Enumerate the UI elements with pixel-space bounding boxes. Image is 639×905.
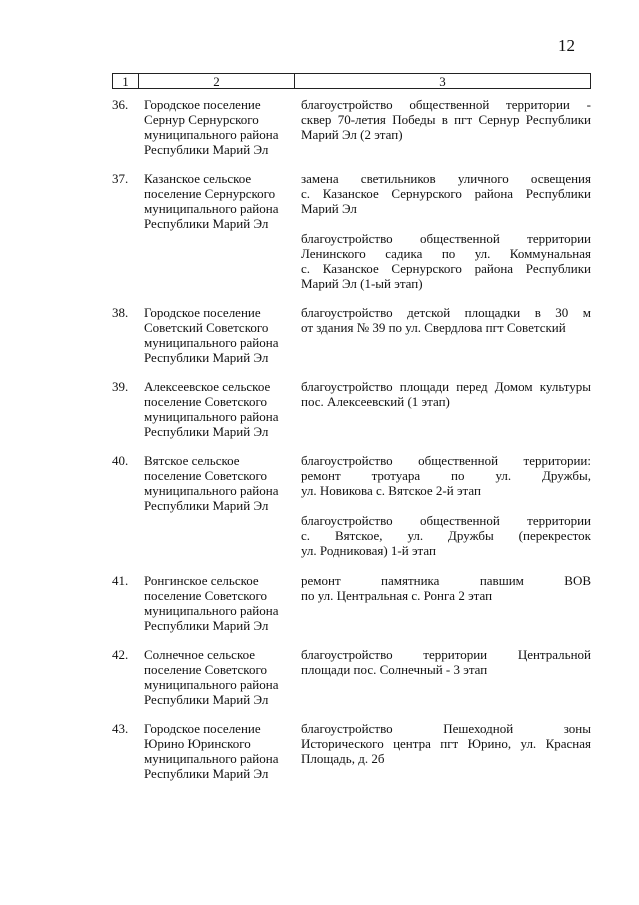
project-line: благоустройство Пешеходной зоны (301, 721, 591, 736)
project-line: от здания № 39 по ул. Свердлова пгт Советский (301, 320, 566, 335)
row-number: 36. (112, 97, 129, 112)
row-number: 38. (112, 305, 129, 320)
municipality-line: Республики Марий Эл (144, 216, 269, 231)
project-item (301, 453, 591, 498)
municipality-line: муниципального района (144, 409, 279, 424)
row-number: 40. (112, 453, 129, 468)
header-col-2: 2 (139, 74, 295, 88)
municipality-line: Вятское сельское (144, 453, 240, 468)
municipality-line: муниципального района (144, 483, 279, 498)
municipality-name (144, 721, 294, 781)
municipality-line: Республики Марий Эл (144, 350, 269, 365)
municipality-line: Республики Марий Эл (144, 692, 269, 707)
municipality-line: Республики Марий Эл (144, 424, 269, 439)
project-line: благоустройство площади перед Домом культуры (301, 379, 591, 394)
project-line: по ул. Центральная с. Ронга 2 этап (301, 588, 493, 603)
project-description (301, 97, 591, 142)
municipality-line: Республики Марий Эл (144, 618, 269, 633)
municipality-line: муниципального района (144, 677, 279, 692)
project-line: ремонт тротуара по ул. Дружбы, (301, 468, 591, 483)
municipality-name (144, 573, 294, 633)
project-item (301, 305, 591, 335)
project-item (301, 379, 591, 409)
table-header (112, 73, 591, 89)
project-line: Марий Эл (1-ый этап) (301, 276, 423, 291)
project-item (301, 721, 591, 766)
project-line: с. Казанское Сернурского района Республики (301, 261, 591, 276)
row-number: 37. (112, 171, 129, 186)
municipality-line: поселение Советского (144, 588, 267, 603)
municipality-name (144, 647, 294, 707)
project-description (301, 721, 591, 766)
municipality-line: Республики Марий Эл (144, 142, 269, 157)
municipality-name (144, 97, 294, 157)
page-number: 12 (558, 36, 575, 55)
municipality-line: Казанское сельское (144, 171, 252, 186)
municipality-line: Городское поселение (144, 305, 261, 320)
header-col-3: 3 (439, 73, 446, 89)
project-item (301, 647, 591, 677)
row-number: 42. (112, 647, 129, 662)
project-description (301, 305, 591, 335)
municipality-line: поселение Советского (144, 662, 267, 677)
municipality-line: Алексеевское сельское (144, 379, 271, 394)
municipality-line: поселение Советского (144, 394, 267, 409)
municipality-line: Городское поселение (144, 97, 261, 112)
project-description (301, 379, 591, 409)
project-line: ул. Новикова с. Вятское 2-й этап (301, 483, 481, 498)
project-line: благоустройство общественной территории (301, 231, 591, 246)
project-line: благоустройство общественной территории - (301, 97, 591, 112)
project-line: Марий Эл (301, 201, 357, 216)
municipality-name (144, 453, 294, 513)
project-line: Площадь, д. 2б (301, 751, 385, 766)
project-item (301, 573, 591, 603)
project-description (301, 647, 591, 677)
project-line: Исторического центра пгт Юрино, ул. Красная (301, 736, 591, 751)
project-line: ул. Родниковая) 1-й этап (301, 543, 436, 558)
row-number: 41. (112, 573, 129, 588)
municipality-line: муниципального района (144, 751, 279, 766)
municipality-line: Сернур Сернурского (144, 112, 259, 127)
municipality-line: поселение Сернурского (144, 186, 276, 201)
project-description (301, 171, 591, 291)
project-line: благоустройство территории Центральной (301, 647, 591, 662)
project-line: с. Вятское, ул. Дружбы (перекресток (301, 528, 591, 543)
project-item (301, 513, 591, 558)
municipality-line: муниципального района (144, 603, 279, 618)
project-line: благоустройство общественной территории (301, 513, 591, 528)
project-description (301, 573, 591, 603)
project-line: площади пос. Солнечный - 3 этап (301, 662, 488, 677)
project-line: Марий Эл (2 этап) (301, 127, 403, 142)
project-line: сквер 70-летия Победы в пгт Сернур Республики (301, 112, 591, 127)
municipality-line: муниципального района (144, 201, 279, 216)
project-item (301, 171, 591, 216)
project-line: благоустройство общественной территории: (301, 453, 591, 468)
municipality-name (144, 171, 294, 231)
project-line: пос. Алексеевский (1 этап) (301, 394, 450, 409)
municipality-name (144, 379, 294, 439)
project-description (301, 453, 591, 558)
municipality-line: Республики Марий Эл (144, 766, 269, 781)
municipality-line: Республики Марий Эл (144, 498, 269, 513)
row-number: 39. (112, 379, 129, 394)
row-number: 43. (112, 721, 129, 736)
municipality-line: Солнечное сельское (144, 647, 256, 662)
project-line: благоустройство детской площадки в 30 м (301, 305, 591, 320)
municipality-line: Городское поселение (144, 721, 261, 736)
project-line: с. Казанское Сернурского района Республики (301, 186, 591, 201)
project-line: замена светильников уличного освещения (301, 171, 591, 186)
municipality-line: Советский Советского (144, 320, 269, 335)
project-line: ремонт памятника павшим ВОВ (301, 573, 591, 588)
municipality-line: Юрино Юринского (144, 736, 251, 751)
project-item (301, 231, 591, 291)
project-item (301, 97, 591, 142)
header-col-1: 1 (113, 74, 139, 88)
municipality-line: Ронгинское сельское (144, 573, 259, 588)
municipality-line: муниципального района (144, 127, 279, 142)
municipality-name (144, 305, 294, 365)
project-line: Ленинского садика по ул. Коммунальная (301, 246, 591, 261)
municipality-line: поселение Советского (144, 468, 267, 483)
municipality-line: муниципального района (144, 335, 279, 350)
